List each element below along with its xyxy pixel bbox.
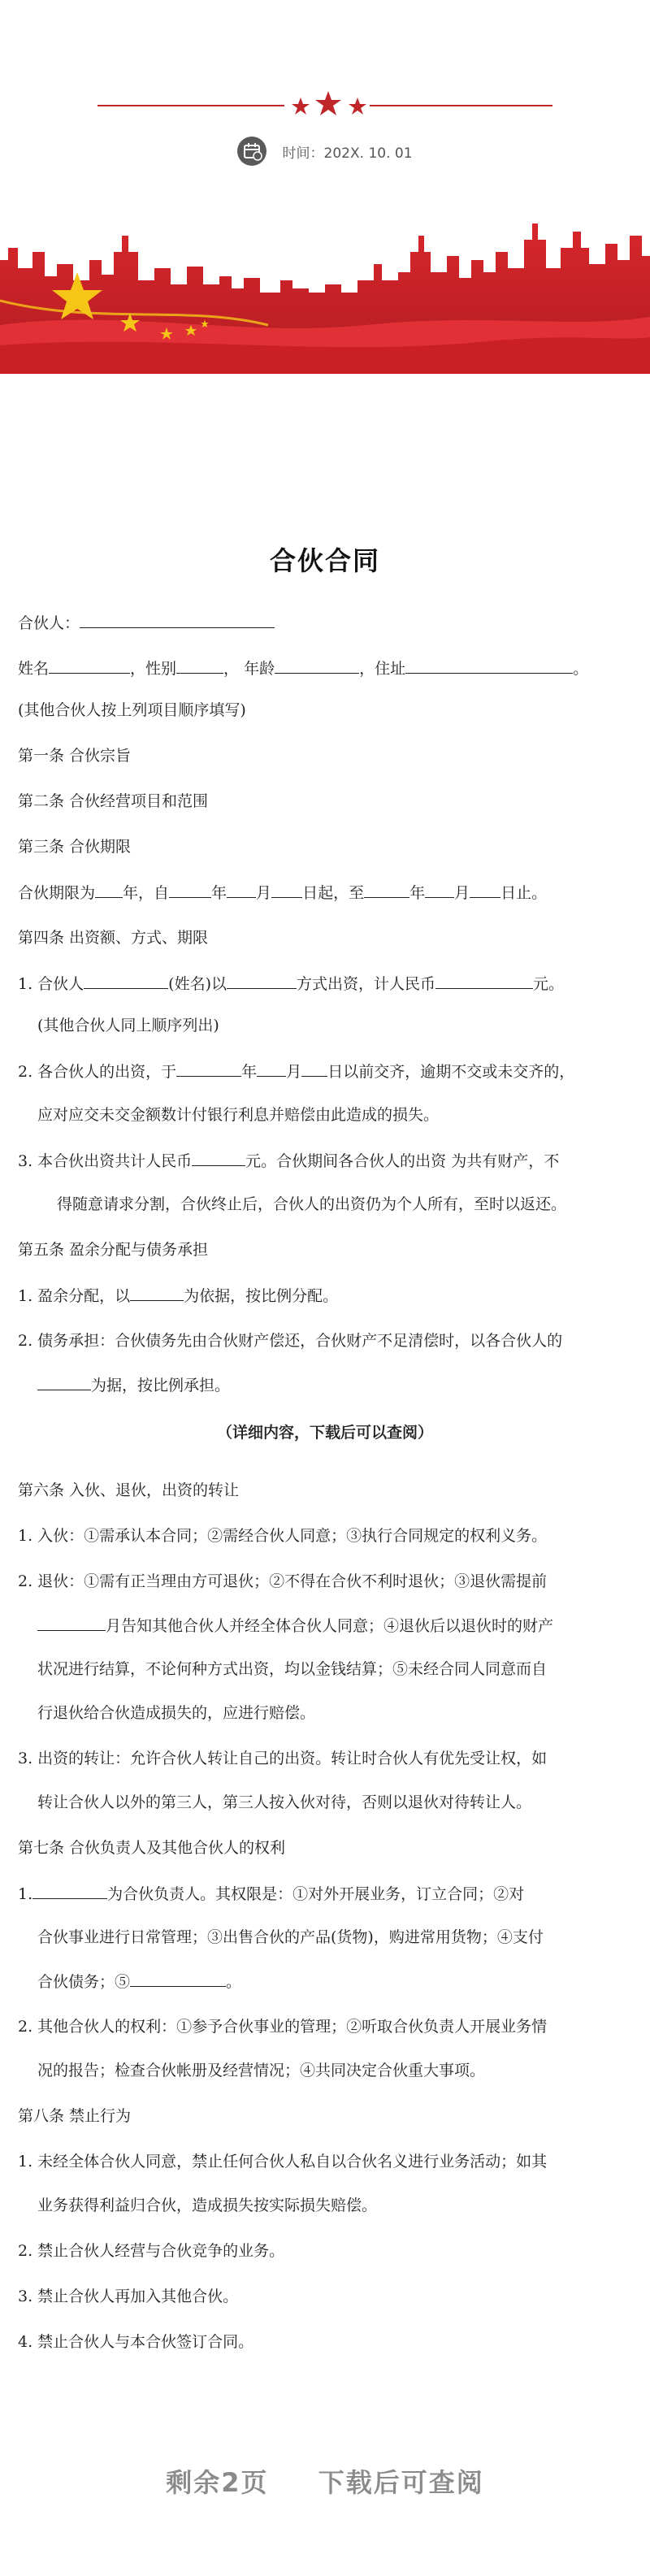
rights-2: 2. 其他合伙人的权利：①参予合伙事业的管理；②听取合伙负责人开展业务情 — [18, 2018, 548, 2036]
star-icon — [292, 98, 310, 115]
contribution-3-cont: 得随意请求分割，合伙终止后，合伙人的出资仍为个人所有，至时以返还。 — [57, 1195, 567, 1213]
remaining-pages: 剩余2页 — [166, 2467, 269, 2498]
withdrawal-2-cont: 状况进行结算，不论何种方式出资，均以金钱结算；⑤未经合同人同意而自 — [37, 1660, 548, 1678]
prohibition-2: 2. 禁止合伙人经营与合伙竞争的业务。 — [18, 2242, 285, 2260]
manager-1: 1. 为合伙负责人。其权限是：①对外开展业务，订立合同；②对 — [18, 1882, 524, 1906]
article-2-heading: 第二条 合伙经营项目和范围 — [18, 792, 209, 810]
blank-field — [405, 657, 573, 674]
download-prompt[interactable]: 下载后可查阅 — [318, 2467, 484, 2498]
distribution-2: 2. 债务承担：合伙债务先由合伙财产偿还，合伙财产不足清偿时，以各合伙人的 — [18, 1332, 563, 1350]
prohibition-3: 3. 禁止合伙人再加入其他合伙。 — [18, 2288, 239, 2305]
article-5-heading: 第五条 盈余分配与债务承担 — [18, 1241, 209, 1259]
contribution-2-cont: 应对应交未交金额数计付银行利息并赔偿由此造成的损失。 — [37, 1106, 440, 1124]
prohibition-4: 4. 禁止合伙人与本合伙签订合同。 — [18, 2333, 254, 2351]
admission-1: 1. 入伙：①需承认本合同；②需经合伙人同意；③执行合同规定的权利义务。 — [18, 1527, 548, 1545]
article-6-heading: 第六条 入伙、退伙，出资的转让 — [18, 1481, 240, 1499]
article-3-heading: 第三条 合伙期限 — [18, 838, 132, 856]
header-banner — [0, 0, 650, 382]
star-icon — [349, 98, 366, 115]
blank-field — [80, 611, 275, 628]
publish-time: 时间：202X. 10. 01 — [282, 145, 413, 162]
article-4-heading: 第四条 出资额、方式、期限 — [18, 929, 209, 947]
header-stars — [0, 88, 650, 120]
star-icon — [315, 91, 341, 115]
time-row — [0, 137, 650, 169]
transfer-3-cont: 转让合伙人以外的第三人，第三人按入伙对待，否则以退伙对待转让人。 — [37, 1793, 532, 1811]
prohibition-1-cont: 业务获得利益归合伙，造成损失按实际损失赔偿。 — [37, 2197, 378, 2214]
contribution-2: 2. 各合伙人的出资，于 年 月 日以前交齐，逾期不交或未交齐的， — [18, 1060, 574, 1083]
contribution-1-note: (其他合伙人同上顺序列出) — [37, 1017, 219, 1034]
blank-field — [49, 657, 130, 674]
withdrawal-2-cont: 月告知其他合伙人并经全体合伙人同意；④退伙后以退伙时的财产 — [37, 1614, 553, 1637]
contribution-3: 3. 本合伙出资共计人民币 元。合伙期间各合伙人的出资 为共有财产，不 — [18, 1149, 559, 1173]
manager-1-cont: 合伙债务；⑤ 。 — [37, 1970, 241, 1993]
contribution-1: 1. 合伙人 (姓名)以 方式出资，计人民币 元。 — [18, 972, 564, 995]
fill-note: (其他合伙人按上列项目顺序填写) — [18, 701, 246, 719]
prohibition-1: 1. 未经全体合伙人同意，禁止任何合伙人私自以合伙名义进行业务活动；如其 — [18, 2153, 548, 2171]
article-7-heading: 第七条 合伙负责人及其他合伙人的权利 — [18, 1839, 286, 1857]
distribution-2-cont: 为据，按比例承担。 — [37, 1373, 230, 1397]
partner-line: 合伙人： — [18, 611, 275, 635]
blank-field — [176, 657, 223, 674]
article-1-heading: 第一条 合伙宗旨 — [18, 747, 132, 765]
rights-2-cont: 况的报告；检查合伙帐册及经营情况；④共同决定合伙重大事项。 — [37, 2062, 486, 2079]
download-notice: （详细内容，下载后可以查阅） — [216, 1424, 433, 1442]
article-8-heading: 第八条 禁止行为 — [18, 2107, 132, 2125]
withdrawal-2: 2. 退伙：①需有正当理由方可退伙；②不得在合伙不利时退伙；③退伙需提前 — [18, 1572, 548, 1590]
calendar-icon — [237, 137, 266, 166]
blank-field — [275, 657, 359, 674]
download-footer[interactable] — [0, 2462, 650, 2500]
distribution-1: 1. 盈余分配，以 为依据，按比例分配。 — [18, 1284, 338, 1308]
partner-info-line: 姓名 ，性别 ， 年龄 ，住址 。 — [18, 657, 588, 680]
term-line: 合伙期限为 年，自 年 月 日起，至 年 月 日止。 — [18, 881, 547, 904]
city-skyline — [0, 203, 650, 374]
transfer-3: 3. 出资的转让：允许合伙人转让自己的出资。转让时合伙人有优先受让权，如 — [18, 1750, 548, 1767]
manager-1-cont: 合伙事业进行日常管理；③出售合伙的产品(货物)，购进常用货物；④支付 — [37, 1928, 544, 1946]
contract-title: 合伙合同 — [269, 545, 380, 576]
withdrawal-2-cont: 行退伙给合伙造成损失的，应进行赔偿。 — [37, 1704, 316, 1722]
